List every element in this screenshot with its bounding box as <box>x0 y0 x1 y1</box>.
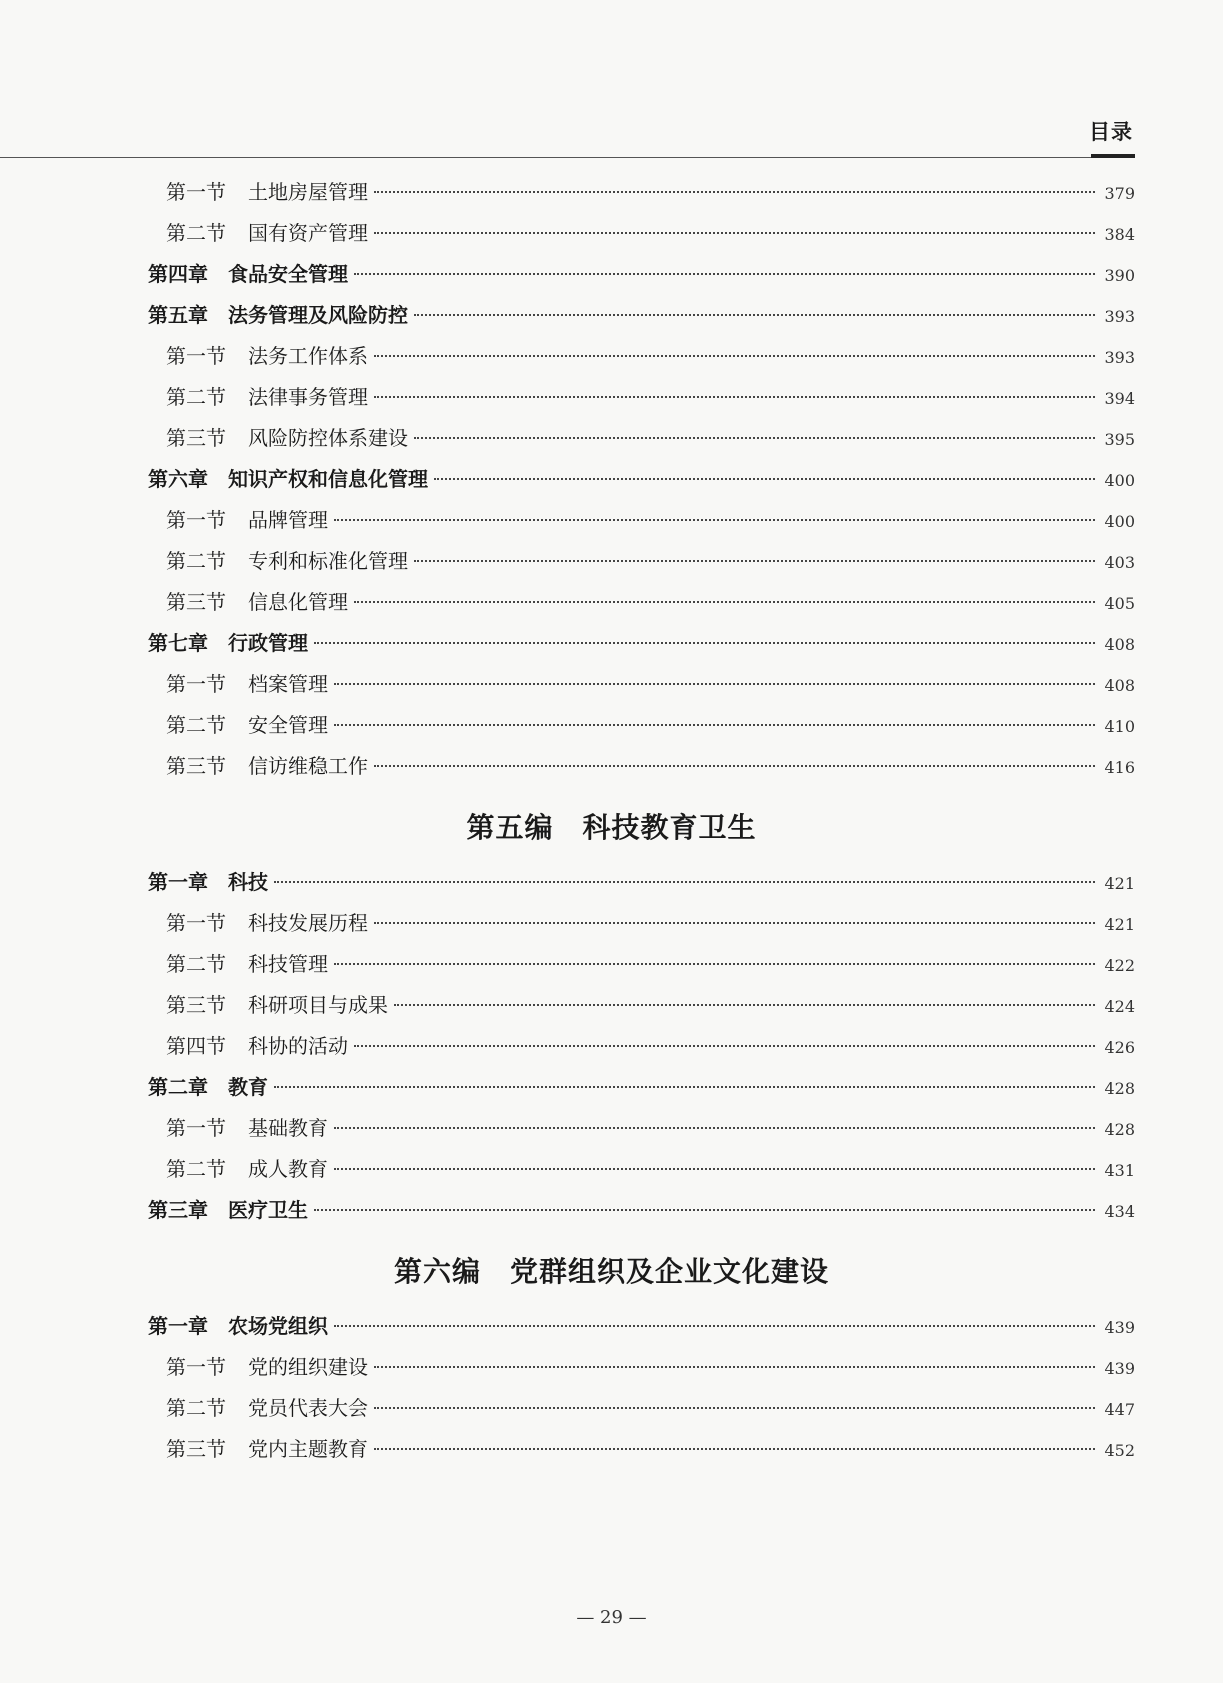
entry-title: 科协的活动 <box>248 1034 348 1058</box>
entry-page-number: 421 <box>1104 874 1135 893</box>
entry-label: 第六章 <box>148 467 208 491</box>
dot-leader <box>354 1045 1095 1047</box>
entry-title: 成人教育 <box>248 1157 328 1181</box>
entry-title: 土地房屋管理 <box>248 180 368 204</box>
toc-section-entry <box>166 340 1135 370</box>
entry-page-number: 379 <box>1104 184 1135 203</box>
entry-title: 国有资产管理 <box>248 221 368 245</box>
entry-title: 信访维稳工作 <box>248 754 368 778</box>
dot-leader <box>314 642 1095 644</box>
part-heading: 第六编 党群组织及企业文化建设 <box>393 1255 829 1288</box>
entry-title: 行政管理 <box>228 631 308 655</box>
toc-section-entry <box>166 907 1135 937</box>
dot-leader <box>374 765 1095 767</box>
dot-leader <box>414 560 1095 562</box>
dot-leader <box>334 1168 1095 1170</box>
dot-leader <box>374 1448 1095 1450</box>
entry-label: 第二章 <box>148 1075 208 1099</box>
entry-title: 科技管理 <box>248 952 328 976</box>
toc-section-entry <box>166 586 1135 616</box>
toc-chapter-entry <box>148 1194 1135 1224</box>
dot-leader <box>334 1127 1095 1129</box>
dot-leader <box>354 601 1095 603</box>
toc-section-entry <box>166 1112 1135 1142</box>
entry-label: 第三节 <box>166 590 226 614</box>
dot-leader <box>374 355 1095 357</box>
entry-page-number: 384 <box>1104 225 1135 244</box>
toc-section-entry <box>166 1433 1135 1463</box>
toc-section-entry <box>166 750 1135 780</box>
toc-chapter-entry <box>148 627 1135 657</box>
header-rule-accent <box>1091 154 1135 158</box>
entry-page-number: 410 <box>1104 717 1135 736</box>
entry-label: 第一节 <box>166 911 226 935</box>
entry-label: 第二节 <box>166 952 226 976</box>
entry-page-number: 394 <box>1104 389 1135 408</box>
toc-section-entry <box>166 1351 1135 1381</box>
entry-label: 第一节 <box>166 672 226 696</box>
dot-leader <box>374 922 1095 924</box>
toc-section-entry <box>166 545 1135 575</box>
dot-leader <box>394 1004 1095 1006</box>
entry-title: 档案管理 <box>248 672 328 696</box>
toc-section-entry <box>166 1030 1135 1060</box>
entry-page-number: 408 <box>1104 635 1135 654</box>
entry-label: 第五章 <box>148 303 208 327</box>
entry-title: 科技发展历程 <box>248 911 368 935</box>
entry-label: 第四节 <box>166 1034 226 1058</box>
toc-section-entry <box>166 217 1135 247</box>
entry-title: 科研项目与成果 <box>248 993 388 1017</box>
entry-page-number: 408 <box>1104 676 1135 695</box>
toc-chapter-entry <box>148 866 1135 896</box>
entry-title: 基础教育 <box>248 1116 328 1140</box>
dot-leader <box>334 683 1095 685</box>
entry-page-number: 428 <box>1104 1079 1135 1098</box>
entry-label: 第三节 <box>166 993 226 1017</box>
dot-leader <box>434 478 1095 480</box>
entry-page-number: 395 <box>1104 430 1135 449</box>
part-heading: 第五编 科技教育卫生 <box>466 811 757 844</box>
toc-section-entry <box>166 176 1135 206</box>
entry-label: 第二节 <box>166 713 226 737</box>
entry-title: 法务工作体系 <box>248 344 368 368</box>
entry-title: 安全管理 <box>248 713 328 737</box>
dot-leader <box>334 519 1095 521</box>
entry-label: 第一节 <box>166 508 226 532</box>
toc-section-entry <box>166 989 1135 1019</box>
entry-label: 第一章 <box>148 870 208 894</box>
dot-leader <box>354 273 1095 275</box>
entry-page-number: 416 <box>1104 758 1135 777</box>
entry-title: 法律事务管理 <box>248 385 368 409</box>
entry-title: 农场党组织 <box>228 1314 328 1338</box>
entry-title: 党内主题教育 <box>248 1437 368 1461</box>
dot-leader <box>374 1366 1095 1368</box>
dot-leader <box>374 232 1095 234</box>
entry-label: 第四章 <box>148 262 208 286</box>
dot-leader <box>374 1407 1095 1409</box>
entry-page-number: 426 <box>1104 1038 1135 1057</box>
entry-label: 第三节 <box>166 1437 226 1461</box>
entry-label: 第三章 <box>148 1198 208 1222</box>
entry-page-number: 403 <box>1104 553 1135 572</box>
dot-leader <box>414 437 1095 439</box>
toc-section-entry <box>166 1153 1135 1183</box>
dot-leader <box>334 1325 1095 1327</box>
entry-page-number: 400 <box>1104 471 1135 490</box>
entry-page-number: 439 <box>1104 1318 1135 1337</box>
entry-label: 第一节 <box>166 1355 226 1379</box>
dot-leader <box>374 396 1095 398</box>
entry-title: 风险防控体系建设 <box>248 426 408 450</box>
entry-title: 食品安全管理 <box>228 262 348 286</box>
entry-page-number: 405 <box>1104 594 1135 613</box>
entry-label: 第二节 <box>166 221 226 245</box>
entry-title: 教育 <box>228 1075 268 1099</box>
toc-section-entry <box>166 948 1135 978</box>
entry-label: 第二节 <box>166 1157 226 1181</box>
page-number: — 29 — <box>576 1607 647 1628</box>
toc-chapter-entry <box>148 258 1135 288</box>
dot-leader <box>334 724 1095 726</box>
toc-section-entry <box>166 381 1135 411</box>
entry-page-number: 424 <box>1104 997 1135 1016</box>
toc-chapter-entry <box>148 299 1135 329</box>
entry-title: 品牌管理 <box>248 508 328 532</box>
toc-section-entry <box>166 709 1135 739</box>
dot-leader <box>334 963 1095 965</box>
entry-title: 科技 <box>228 870 268 894</box>
entry-label: 第三节 <box>166 754 226 778</box>
entry-label: 第七章 <box>148 631 208 655</box>
toc-section-entry <box>166 504 1135 534</box>
entry-page-number: 390 <box>1104 266 1135 285</box>
toc-chapter-entry <box>148 1071 1135 1101</box>
entry-page-number: 421 <box>1104 915 1135 934</box>
entry-title: 法务管理及风险防控 <box>228 303 408 327</box>
entry-page-number: 439 <box>1104 1359 1135 1378</box>
dot-leader <box>274 1086 1095 1088</box>
entry-label: 第一节 <box>166 1116 226 1140</box>
toc-chapter-entry <box>148 1310 1135 1340</box>
entry-title: 党的组织建设 <box>248 1355 368 1379</box>
entry-label: 第二节 <box>166 385 226 409</box>
entry-page-number: 393 <box>1104 307 1135 326</box>
entry-label: 第二节 <box>166 1396 226 1420</box>
dot-leader <box>414 314 1095 316</box>
toc-section-entry <box>166 1392 1135 1422</box>
toc-section-entry <box>166 422 1135 452</box>
header-rule <box>0 157 1133 158</box>
toc-section-entry <box>166 668 1135 698</box>
entry-page-number: 422 <box>1104 956 1135 975</box>
entry-title: 医疗卫生 <box>228 1198 308 1222</box>
dot-leader <box>374 191 1095 193</box>
entry-title: 专利和标准化管理 <box>248 549 408 573</box>
entry-page-number: 400 <box>1104 512 1135 531</box>
entry-page-number: 447 <box>1104 1400 1135 1419</box>
entry-page-number: 452 <box>1104 1441 1135 1460</box>
dot-leader <box>314 1209 1095 1211</box>
entry-page-number: 431 <box>1104 1161 1135 1180</box>
entry-label: 第三节 <box>166 426 226 450</box>
entry-label: 第一节 <box>166 344 226 368</box>
entry-title: 信息化管理 <box>248 590 348 614</box>
entry-page-number: 393 <box>1104 348 1135 367</box>
entry-page-number: 434 <box>1104 1202 1135 1221</box>
dot-leader <box>274 881 1095 883</box>
entry-title: 党员代表大会 <box>248 1396 368 1420</box>
entry-label: 第二节 <box>166 549 226 573</box>
entry-label: 第一章 <box>148 1314 208 1338</box>
entry-title: 知识产权和信息化管理 <box>228 467 428 491</box>
running-header-title: 目录 <box>1089 120 1133 144</box>
toc-chapter-entry <box>148 463 1135 493</box>
entry-label: 第一节 <box>166 180 226 204</box>
entry-page-number: 428 <box>1104 1120 1135 1139</box>
